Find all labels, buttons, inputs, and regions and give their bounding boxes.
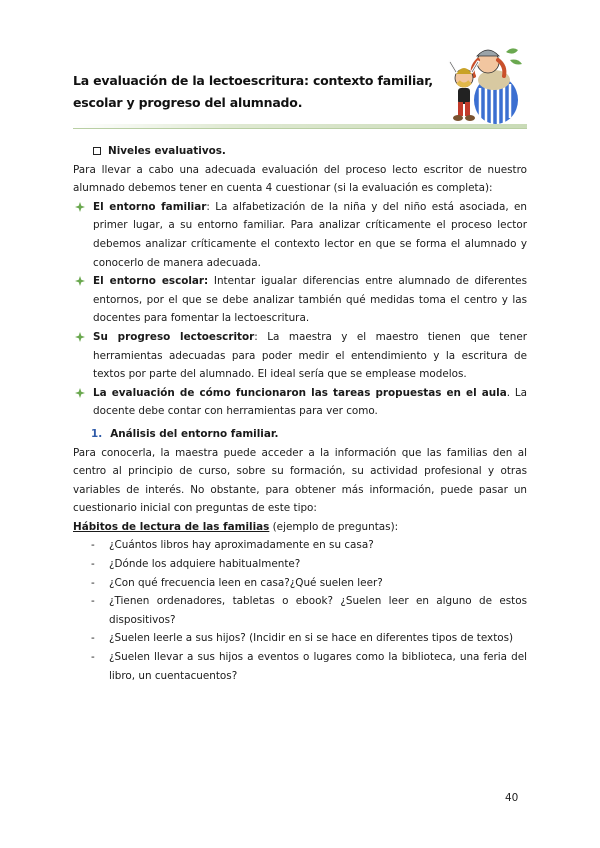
- title-underline: [73, 128, 527, 129]
- bullet-text: Intentar igualar diferencias entre alumnado de diferentes entornos, por el que se debe analizar también qué medidas toma el centro y las docentes para fomentar la lectoescritura.: [93, 275, 527, 325]
- list-item: [73, 272, 527, 328]
- dash-bullet: -: [91, 632, 95, 645]
- list-item: [73, 574, 527, 593]
- dash-bullet: -: [91, 539, 95, 552]
- list-item: [73, 198, 527, 272]
- question-text: ¿Tienen ordenadores, tabletas o ebook? ¿Suelen leer en alguno de estos dispositivos?: [109, 595, 527, 626]
- question-text: ¿Suelen leerle a sus hijos? (Incidir en si se hace en diferentes tipos de textos): [109, 632, 514, 645]
- habits-suffix: (ejemplo de preguntas):: [269, 520, 399, 533]
- page-number: 40: [505, 792, 519, 804]
- section-heading: [93, 142, 527, 161]
- list-item: [73, 629, 527, 648]
- list-item: [73, 536, 527, 555]
- bullet-text: : La alfabetización de la niña y del niño está asociada, en primer lugar, a su entorno familiar. Para analizar críticamente el proceso lector debemos analizar críticamente el contexto lector en que se forma el alumnado y conocerlo de manera adecuada.: [93, 200, 527, 269]
- bullet-term: Su progreso lectoescritor: [93, 330, 255, 343]
- intro-paragraph: Para llevar a cabo una adecuada evaluación del proceso lecto escritor de nuestro alumnado debemos tener en cuenta 4 cuestionar (si la evaluación es completa):: [73, 163, 527, 195]
- dash-bullet: -: [91, 576, 95, 589]
- list-item: [73, 555, 527, 574]
- page-title: La evaluación de la lectoescritura: contexto familiar, escolar y progreso del alumnado.: [73, 73, 433, 110]
- question-text: ¿Suelen llevar a sus hijos a eventos o lugares como la biblioteca, una feria del libro, un cuentacuentos?: [109, 651, 527, 682]
- bullet-text: : La maestra y el maestro tienen que tener herramientas adecuadas para poder medir el entendimiento y la escritura de textos por parte del alumnado. El ideal sería que se emplease modelos.: [93, 330, 527, 381]
- question-text: ¿Dónde los adquiere habitualmente?: [109, 558, 301, 571]
- checkbox-square-icon: [93, 147, 101, 155]
- dash-bullet: -: [91, 558, 95, 571]
- heading-label: Análisis del entorno familiar.: [110, 427, 279, 440]
- heading-number: 1.: [91, 427, 103, 440]
- habits-label: Hábitos de lectura de las familias: [73, 520, 270, 533]
- dash-bullet: -: [91, 595, 95, 608]
- family-paragraph: Para conocerla, la maestra puede acceder a la información que las familias den al centro al principio de curso, sobre su formación, su actividad profesional y otras variables de interés. No obstante, para obtener más información, puede pasar un cuestionario inicial con preguntas de este tipo:: [73, 446, 527, 515]
- question-text: ¿Cuántos libros hay aproximadamente en su casa?: [109, 539, 374, 552]
- list-item: [73, 384, 527, 421]
- list-item: [73, 648, 527, 685]
- diamond-bullet-icon: [75, 332, 85, 342]
- section-heading-label: Niveles evaluativos.: [108, 145, 226, 157]
- bullet-term: La evaluación de cómo funcionaron las tareas propuestas en el aula: [93, 386, 507, 399]
- numbered-heading: [91, 425, 527, 444]
- dash-bullet: -: [91, 651, 95, 664]
- evaluation-levels-list: [73, 198, 527, 421]
- list-item: [73, 328, 527, 384]
- bullet-term: El entorno familiar: [93, 200, 207, 213]
- diamond-bullet-icon: [75, 276, 85, 286]
- bullet-term: El entorno escolar:: [93, 275, 209, 288]
- questions-list: [73, 536, 527, 685]
- bullet-text: . La docente debe contar con herramientas para ver como.: [93, 386, 527, 418]
- list-item: [73, 592, 527, 629]
- diamond-bullet-icon: [75, 388, 85, 398]
- diamond-bullet-icon: [75, 202, 85, 212]
- habits-line: [73, 518, 527, 537]
- body-content: [73, 142, 527, 685]
- question-text: ¿Con qué frecuencia leen en casa?¿Qué suelen leer?: [109, 576, 383, 589]
- cartoon-characters-illustration: [436, 38, 528, 130]
